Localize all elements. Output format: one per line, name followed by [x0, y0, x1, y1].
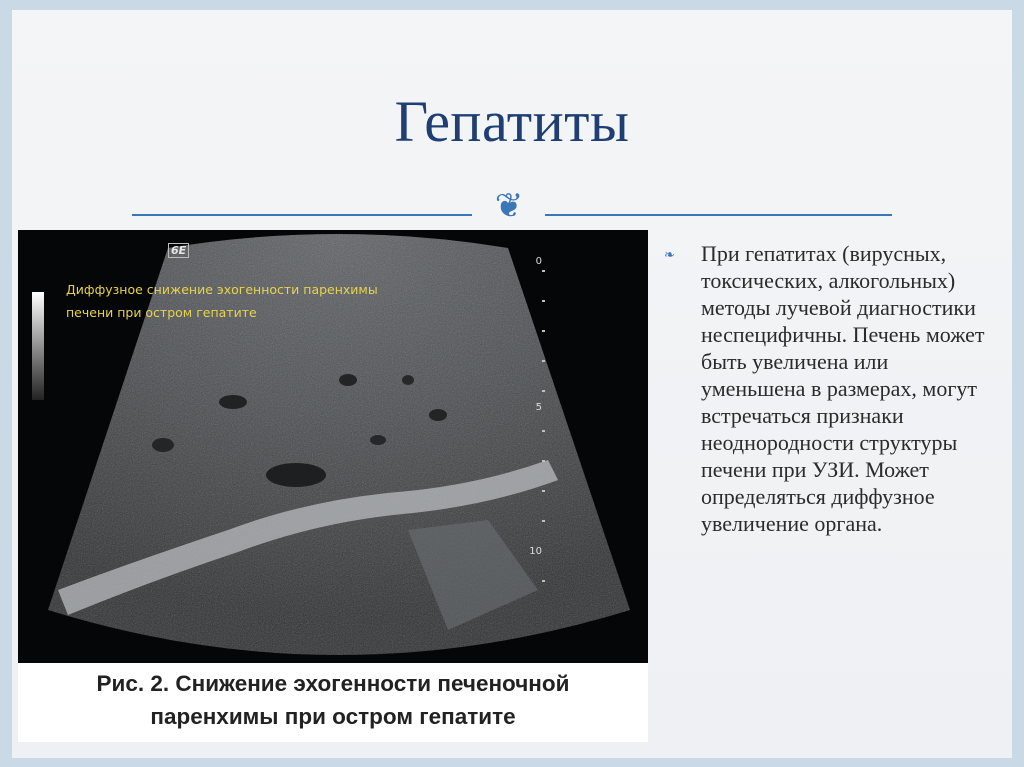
- ultrasound-overlay-caption: [66, 278, 476, 324]
- title-rule-right: [545, 214, 892, 216]
- figure-caption: [18, 667, 648, 733]
- device-tag: 6E: [168, 243, 189, 258]
- overlay-caption-line-1: Диффузное снижение эхогенности паренхимы: [66, 282, 378, 297]
- ultrasound-image: [18, 230, 648, 663]
- slide-title: Гепатиты: [394, 89, 630, 154]
- ultrasound-figure: [18, 230, 648, 742]
- ornament-bullet-icon: ❧: [664, 248, 675, 263]
- title-rule-left: [132, 214, 472, 216]
- depth-mark: 0: [535, 256, 542, 267]
- bullet-text: При гепатитах (вирусных, токсических, алкогольных) методы лучевой диагностики неспецифичны. Печень может быть увеличена или уменьшена в размерах, могут встречаться признаки неоднородности структуры печени при УЗИ. Может определяться диффузное увеличение органа.: [701, 241, 985, 536]
- figure-caption-line-2: паренхимы при остром гепатите: [150, 704, 516, 729]
- overlay-caption-line-2: печени при остром гепатите: [66, 305, 257, 320]
- depth-mark: 5: [535, 402, 542, 413]
- ornament-scroll-icon: ❦: [494, 186, 524, 226]
- figure-caption-line-1: Рис. 2. Снижение эхогенности печеночной: [96, 671, 570, 696]
- depth-mark: 10: [529, 546, 542, 557]
